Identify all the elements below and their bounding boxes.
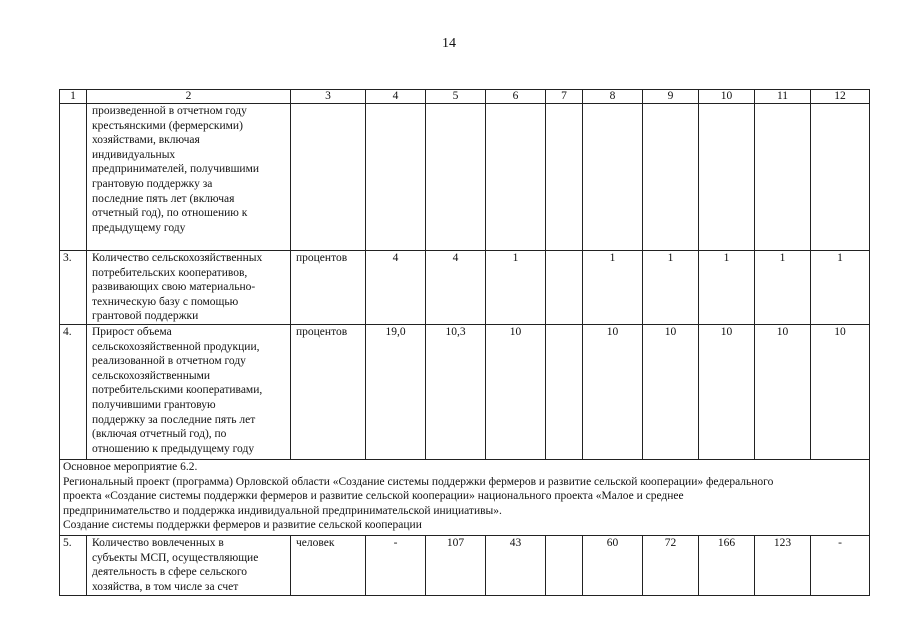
column-number: 3	[291, 90, 366, 104]
indicator-name-line: крестьянскими (фермерскими)	[92, 119, 243, 132]
indicator-name-line: последние пять лет (включая	[92, 192, 235, 205]
row-number: 4.	[60, 325, 87, 460]
value-cell: 107	[426, 536, 486, 596]
indicator-name-line: хозяйства, в том числе за счет	[92, 580, 239, 593]
row-number: 3.	[60, 251, 87, 325]
column-number: 1	[60, 90, 87, 104]
column-number: 2	[87, 90, 291, 104]
indicator-name-line: отчетный год), по отношению к	[92, 207, 248, 220]
indicator-name-line: (включая отчетный год), по	[92, 428, 227, 441]
unit-cell: процентов	[291, 251, 366, 325]
section-line: проекта «Создание системы поддержки фермеров и развитие сельской кооперации» национального проекта «Малое и среднее	[63, 490, 684, 503]
column-number: 8	[583, 90, 643, 104]
value-cell	[811, 104, 870, 251]
indicator-name	[87, 104, 291, 251]
table-row	[60, 251, 870, 325]
indicator-name-line: хозяйствами, включая	[92, 134, 200, 147]
column-number: 5	[426, 90, 486, 104]
column-number: 9	[643, 90, 699, 104]
value-cell: 10	[811, 325, 870, 460]
indicator-name-line: поддержку за последние пять лет	[92, 413, 256, 426]
indicator-name-line: сельскохозяйственной продукции,	[92, 340, 260, 353]
table-header-row	[60, 90, 870, 104]
value-cell: 10,3	[426, 325, 486, 460]
value-cell: 10	[583, 325, 643, 460]
column-number: 7	[546, 90, 583, 104]
value-cell	[426, 104, 486, 251]
value-cell: 4	[426, 251, 486, 325]
indicator-name-line: сельскохозяйственными	[92, 369, 211, 382]
table-row	[60, 104, 870, 251]
indicator-name-line: Количество вовлеченных в	[92, 537, 224, 549]
indicator-name-line: отношению к предыдущему году	[92, 442, 255, 455]
section-row	[60, 460, 870, 536]
unit-cell: человек	[291, 536, 366, 596]
value-cell	[643, 104, 699, 251]
value-cell	[583, 104, 643, 251]
table-row	[60, 325, 870, 460]
indicator-name-line: субъекты МСП, осуществляющие	[92, 551, 259, 564]
value-cell: -	[366, 536, 426, 596]
row-number: 5.	[60, 536, 87, 596]
section-heading	[60, 460, 870, 536]
section-line: Создание системы поддержки фермеров и развитие сельской кооперации	[63, 519, 422, 532]
value-cell	[546, 325, 583, 460]
section-line: Региональный проект (программа) Орловской области «Создание системы поддержки фермеров и развитие сельской кооперации» федерального	[63, 475, 774, 488]
table-row	[60, 536, 870, 596]
value-cell	[755, 104, 811, 251]
indicator-name-line: грантовой поддержки	[92, 310, 199, 323]
indicator-name-line: реализованной в отчетном году	[92, 355, 246, 368]
value-cell: 72	[643, 536, 699, 596]
section-line: Основное мероприятие 6.2.	[63, 461, 198, 473]
value-cell: 1	[643, 251, 699, 325]
indicators-table	[59, 89, 870, 596]
column-number: 10	[699, 90, 755, 104]
value-cell: 4	[366, 251, 426, 325]
unit-cell: процентов	[291, 325, 366, 460]
column-number: 4	[366, 90, 426, 104]
value-cell: 1	[811, 251, 870, 325]
column-number: 6	[486, 90, 546, 104]
value-cell: 1	[583, 251, 643, 325]
indicator-name	[87, 536, 291, 596]
value-cell: -	[811, 536, 870, 596]
value-cell: 43	[486, 536, 546, 596]
value-cell: 1	[755, 251, 811, 325]
row-number	[60, 104, 87, 251]
indicator-name-line: потребительскими кооперативами,	[92, 384, 263, 397]
indicator-name-line: деятельность в сфере сельского	[92, 566, 248, 579]
indicator-name-line: получившими грантовую	[92, 398, 216, 411]
indicator-name-line: развивающих свою материально-	[92, 281, 256, 294]
value-cell: 10	[699, 325, 755, 460]
value-cell: 19,0	[366, 325, 426, 460]
value-cell	[546, 536, 583, 596]
indicator-name-line: индивидуальных	[92, 148, 176, 161]
value-cell: 1	[699, 251, 755, 325]
indicator-name	[87, 251, 291, 325]
section-line: предпринимательство и поддержка индивидуальной предпринимательской инициативы».	[63, 504, 502, 517]
value-cell: 10	[643, 325, 699, 460]
value-cell	[486, 104, 546, 251]
indicator-name-line: Прирост объема	[92, 326, 172, 338]
value-cell	[546, 251, 583, 325]
unit-cell	[291, 104, 366, 251]
column-number: 12	[811, 90, 870, 104]
column-number: 11	[755, 90, 811, 104]
value-cell	[366, 104, 426, 251]
value-cell	[699, 104, 755, 251]
indicator-name-line: техническую базу с помощью	[92, 295, 239, 308]
indicator-name-line: предпринимателей, получившими	[92, 163, 260, 176]
value-cell: 10	[486, 325, 546, 460]
value-cell: 10	[755, 325, 811, 460]
page-number: 14	[442, 36, 456, 51]
value-cell: 60	[583, 536, 643, 596]
indicator-name	[87, 325, 291, 460]
indicator-name-line: предыдущему году	[92, 221, 186, 234]
value-cell: 1	[486, 251, 546, 325]
indicator-name-line: произведенной в отчетном году	[92, 105, 247, 117]
indicator-name-line: грантовую поддержку за	[92, 177, 213, 190]
value-cell: 123	[755, 536, 811, 596]
indicator-name-line: Количество сельскохозяйственных	[92, 252, 263, 264]
indicator-name-line: потребительских кооперативов,	[92, 266, 248, 279]
value-cell: 166	[699, 536, 755, 596]
value-cell	[546, 104, 583, 251]
